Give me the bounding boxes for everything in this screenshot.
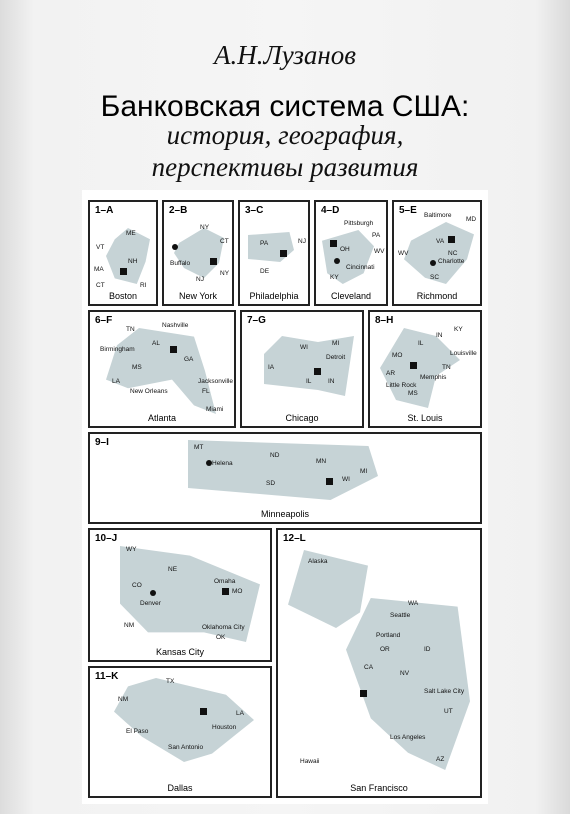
state-label: IL xyxy=(306,378,312,385)
district-code: 3–C xyxy=(245,205,264,216)
district-map-shape xyxy=(346,598,470,770)
cover-subtitle-line1: история, география, xyxy=(166,120,404,150)
state-label: LA xyxy=(236,710,244,717)
state-label: IN xyxy=(328,378,335,385)
district-panel-philadelphia xyxy=(238,200,310,306)
district-city: Atlanta xyxy=(147,413,177,423)
state-label: OH xyxy=(340,246,350,253)
city-label: Louisville xyxy=(450,350,477,357)
state-label: AL xyxy=(152,340,160,347)
city-label: Los Angeles xyxy=(390,734,426,741)
reserve-bank-marker xyxy=(210,258,217,265)
district-panel-atlanta xyxy=(88,310,236,428)
city-label: Detroit xyxy=(326,354,346,361)
state-label: IA xyxy=(268,364,275,371)
state-label: IL xyxy=(418,340,424,347)
state-label: WI xyxy=(300,344,308,351)
state-label: MI xyxy=(332,340,340,347)
district-city: Kansas City xyxy=(155,647,205,657)
state-label: TX xyxy=(166,678,175,685)
city-label: Seattle xyxy=(390,612,411,619)
district-panel-minneapolis xyxy=(88,432,482,524)
city-dot xyxy=(430,260,436,266)
district-map-shape xyxy=(106,328,216,414)
district-city: Boston xyxy=(108,291,138,301)
state-label: NE xyxy=(168,566,178,573)
district-panel-new-york xyxy=(162,200,234,306)
city-label: Baltimore xyxy=(424,212,452,219)
city-label: Oklahoma City xyxy=(202,624,245,631)
state-label: VA xyxy=(436,238,445,245)
city-label: Salt Lake City xyxy=(424,688,465,695)
reserve-bank-marker xyxy=(170,346,177,353)
state-label: WY xyxy=(126,546,137,553)
city-label: New Orleans xyxy=(130,388,168,395)
state-label: NM xyxy=(124,622,135,629)
reserve-bank-marker xyxy=(222,588,229,595)
state-label: DE xyxy=(260,268,270,275)
city-label: Jacksonville xyxy=(198,378,234,385)
state-label: MI xyxy=(360,468,368,475)
region-label: Alaska xyxy=(308,558,328,565)
reserve-bank-marker xyxy=(314,368,321,375)
district-city: New York xyxy=(178,291,218,301)
district-panel-richmond xyxy=(392,200,482,306)
district-map-shape xyxy=(288,550,368,628)
city-label: Pittsburgh xyxy=(344,220,374,227)
district-panel-st-louis xyxy=(368,310,482,428)
city-label: El Paso xyxy=(126,728,149,735)
state-label: NJ xyxy=(196,276,204,283)
state-label: MO xyxy=(232,588,243,595)
cover-subtitle-line2: перспективы развития xyxy=(151,152,419,182)
district-code: 6–F xyxy=(95,315,113,326)
state-label: NV xyxy=(400,670,410,677)
state-label: LA xyxy=(112,378,120,385)
state-label: NH xyxy=(128,258,138,265)
city-label: Memphis xyxy=(420,374,447,381)
state-label: MD xyxy=(466,216,477,223)
city-dot xyxy=(334,258,340,264)
state-label: NM xyxy=(118,696,129,703)
state-label: OK xyxy=(216,634,226,641)
city-label: Helena xyxy=(212,460,233,467)
state-label: UT xyxy=(444,708,453,715)
state-label: WA xyxy=(408,600,419,607)
district-panel-cleveland xyxy=(314,200,388,306)
state-label: PA xyxy=(372,232,381,239)
reserve-bank-marker xyxy=(200,708,207,715)
city-label: Birmingham xyxy=(100,346,135,353)
city-label: Nashville xyxy=(162,322,189,329)
district-code: 5–E xyxy=(399,205,417,216)
city-label: Denver xyxy=(140,600,161,607)
district-code: 7–G xyxy=(247,315,266,326)
state-label: NJ xyxy=(298,238,306,245)
district-code: 8–H xyxy=(375,315,394,326)
state-label: MS xyxy=(408,390,418,397)
state-label: MN xyxy=(316,458,327,465)
reserve-bank-marker xyxy=(326,478,333,485)
state-label: CA xyxy=(364,664,374,671)
district-code: 10–J xyxy=(95,533,118,544)
state-label: CO xyxy=(132,582,142,589)
city-label: Buffalo xyxy=(170,260,191,267)
district-panel-boston xyxy=(88,200,158,306)
state-label: VT xyxy=(96,244,105,251)
district-city: Cleveland xyxy=(330,291,372,301)
state-label: KY xyxy=(330,274,339,281)
state-label: NY xyxy=(200,224,210,231)
district-city: San Francisco xyxy=(350,783,408,793)
district-map-shape xyxy=(188,440,378,500)
state-label: PA xyxy=(260,240,269,247)
district-map-shape xyxy=(248,232,294,262)
district-code: 11–K xyxy=(95,671,119,682)
state-label: MO xyxy=(392,352,403,359)
reserve-bank-marker xyxy=(280,250,287,257)
state-label: FL xyxy=(202,388,210,395)
city-label: Little Rock xyxy=(386,382,417,389)
state-label: RI xyxy=(140,282,147,289)
district-map-shape xyxy=(174,228,224,278)
district-code: 1–A xyxy=(95,205,114,216)
state-label: CT xyxy=(220,238,229,245)
district-code: 4–D xyxy=(321,205,340,216)
federal-reserve-districts-map xyxy=(82,190,488,804)
state-label: TN xyxy=(126,326,135,333)
district-panel-kansas-city xyxy=(88,528,272,662)
state-label: MA xyxy=(94,266,104,273)
district-panel-dallas xyxy=(88,666,272,798)
reserve-bank-marker xyxy=(120,268,127,275)
state-label: MT xyxy=(194,444,204,451)
state-label: WV xyxy=(374,248,385,255)
reserve-bank-marker xyxy=(360,690,367,697)
state-label: NC xyxy=(448,250,458,257)
state-label: TN xyxy=(442,364,451,371)
state-label: ID xyxy=(424,646,431,653)
city-dot xyxy=(172,244,178,250)
state-label: KY xyxy=(454,326,463,333)
district-city: St. Louis xyxy=(407,413,443,423)
state-label: SC xyxy=(430,274,440,281)
state-label: WI xyxy=(342,476,350,483)
city-label: Houston xyxy=(212,724,237,731)
cover-title: Банковская система США: xyxy=(100,90,470,123)
region-label: Hawaii xyxy=(300,758,320,765)
state-label: AR xyxy=(386,370,396,377)
district-map-shape xyxy=(264,336,354,396)
state-label: ME xyxy=(126,230,136,237)
city-label: Omaha xyxy=(214,578,236,585)
district-panel-chicago xyxy=(240,310,364,428)
district-code: 9–I xyxy=(95,437,109,448)
city-dot xyxy=(150,590,156,596)
district-code: 12–L xyxy=(283,533,306,544)
city-label: Charlotte xyxy=(438,258,465,265)
district-panel-san-francisco xyxy=(276,528,482,798)
state-label: ND xyxy=(270,452,280,459)
city-dot xyxy=(206,460,212,466)
city-label: Cincinnati xyxy=(346,264,375,271)
reserve-bank-marker xyxy=(448,236,455,243)
state-label: OR xyxy=(380,646,390,653)
state-label: CT xyxy=(96,282,105,289)
reserve-bank-marker xyxy=(410,362,417,369)
city-label: Portland xyxy=(376,632,401,639)
state-label: WV xyxy=(398,250,409,257)
city-label: San Antonio xyxy=(168,744,204,751)
state-label: AZ xyxy=(436,756,445,763)
state-label: MS xyxy=(132,364,142,371)
district-city: Dallas xyxy=(167,783,193,793)
district-city: Chicago xyxy=(285,413,319,423)
district-code: 2–B xyxy=(169,205,188,216)
state-label: SD xyxy=(266,480,276,487)
district-city: Philadelphia xyxy=(249,291,299,301)
reserve-bank-marker xyxy=(330,240,337,247)
state-label: NY xyxy=(220,270,230,277)
state-label: IN xyxy=(436,332,443,339)
cover-author: А.Н.Лузанов xyxy=(213,40,357,70)
city-label: Miami xyxy=(206,406,224,413)
district-city: Richmond xyxy=(416,291,458,301)
district-city: Minneapolis xyxy=(260,509,310,519)
state-label: GA xyxy=(184,356,194,363)
